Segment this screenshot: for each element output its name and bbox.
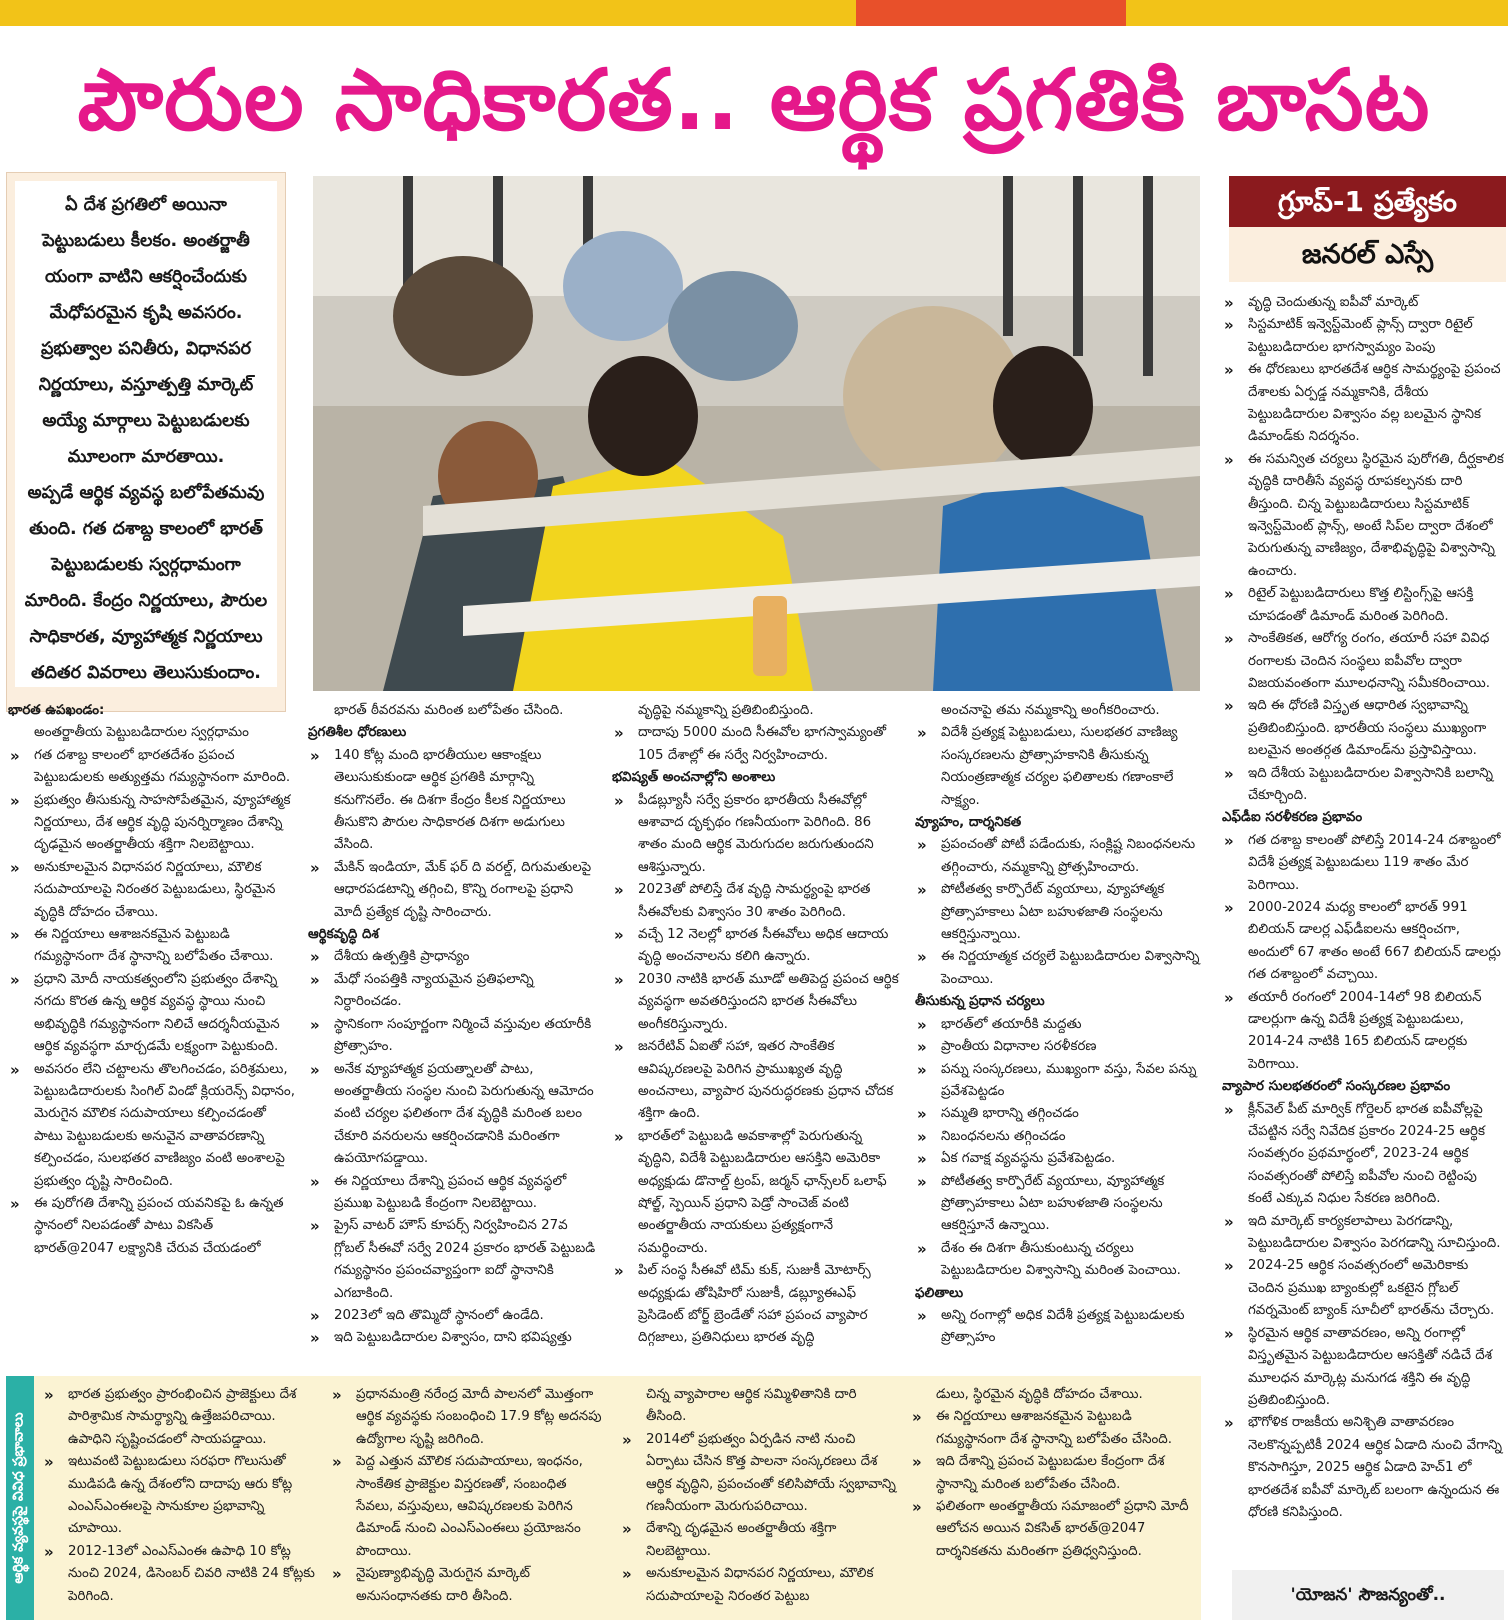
bullet-paragraph: » 2023తో పోలిస్తే దేశ వృద్ధి సామర్థ్యంపై భారత సీఈవోలకు విశ్వాసం 30 శాతం పెరిగింది. <box>612 879 902 924</box>
paragraph: చిన్న వ్యాపారాల ఆర్థిక సమ్మిళితానికి దారి తీసింది. <box>646 1387 857 1425</box>
bullet-paragraph: » ఈ సమన్విత చర్యలు స్థిరమైన పురోగతి, దీర్ఘకాలిక వృద్ధికి దారితీసే వ్యవస్థ రూపకల్పనకు దారి తీస్తుంది. చిన్న పెట్టుబడిదారులు సిస్టమాటిక్ ఇన్వెస్ట్‌మెంట్ ప్లాన్స్, అంటే సిప్‌ల ద్వారా దేశంలో పెరుగుతున్న వాణిజ్యం, దేశాభివృద్ధిపై విశ్వాసాన్ని ఉంచారు. <box>1222 449 1504 583</box>
bullet-paragraph: » ప్రపంచంతో పోటీ పడేందుకు, సంక్లిష్ట నిబంధనలను తగ్గించారు, నమ్మకాన్ని ప్రోత్సహించారు. <box>915 834 1205 879</box>
column-5 <box>1222 292 1504 1562</box>
bullet-paragraph: » విదేశీ ప్రత్యక్ష పెట్టుబడులు, సులభతర వాణిజ్య సంస్కరణలను ప్రోత్సాహకానికి తీసుకున్న నియంత్రణాత్మక చర్యల ఫలితాలకు గణాంకాలే సాక్ష్యం. <box>915 722 1205 812</box>
bullet-paragraph: » దేశం ఈ దిశగా తీసుకుంటున్న చర్యలు పెట్టుబడిదారుల విశ్వాసాన్ని మరింత పెంచాయి. <box>915 1238 1205 1283</box>
bullet-paragraph: » ఏక గవాక్ష వ్యవస్థను ప్రవేశపెట్టడం. <box>915 1148 1205 1170</box>
section-subheading: ఫలితాలు <box>915 1285 964 1301</box>
bottom-box-sidebar <box>6 1376 34 1620</box>
bullet-paragraph: » ప్రైస్ వాటర్ హౌస్ కూపర్స్ నిర్వహించిన 27వ గ్లోబల్ సీఈవో సర్వే 2024 ప్రకారం భారత్ పెట్టుబడి గమ్యస్థానం ప్రపంచవ్యాప్తంగా ఐదో స్థానానికి ఎగబాకింది. <box>308 1215 598 1305</box>
section-subheading: భారత ఉపఖండం: <box>8 703 105 718</box>
bullet-paragraph: » పెద్ద ఎత్తున మౌలిక సదుపాయాలు, ఇంధనం, సాంకేతిక ప్రాజెక్టుల విస్తరణతో, సంబంధిత సేవలు, వస్తువులు, ఆవిష్కరణలకు పెరిగిన డిమాండ్ నుంచి ఎంఎస్ఎంఈలు ప్రయోజనం పొందాయి. <box>330 1451 608 1563</box>
bullet-paragraph: » స్థానికంగా సంపూర్ణంగా నిర్మించే వస్తువుల తయారీకి ప్రోత్సాహం. <box>308 1014 598 1059</box>
bullet-paragraph: » అనుకూలమైన విధానపర నిర్ణయాలు, మౌలిక సదుపాయాలపై నిరంతర పెట్టుబడులు, స్థిరమైన వృద్ధికి దోహదం చేశాయి. <box>8 857 296 924</box>
intro-line: సాధికారత, వ్యూహాత్మక నిర్ణయాలు <box>29 627 263 647</box>
intro-line: పెట్టుబడులు కీలకం. అంతర్జాతీ <box>42 231 250 251</box>
section-subheading: తీసుకున్న ప్రధాన చర్యలు <box>915 994 1045 1010</box>
section-subheading: భవిష్యత్ అంచనాల్లోని అంశాలు <box>612 770 776 786</box>
bullet-paragraph: » ఈ నిర్ణయాలు దేశాన్ని ప్రపంచ ఆర్థిక వ్యవస్థలో ప్రముఖ పెట్టుబడి కేంద్రంగా నిలబెట్టాయి. <box>308 1171 598 1216</box>
bullet-paragraph: » నైపుణ్యాభివృద్ధి మెరుగైన మార్కెట్ అనుసంధానతకు దారి తీసింది. <box>330 1563 608 1608</box>
bullet-paragraph: » ఈ ధోరణులు భారతదేశ ఆర్థిక సామర్థ్యంపై ప్రపంచ దేశాలకు ఏర్పడ్డ నమ్మకానికి, దేశీయ పెట్టుబడిదారుల విశ్వాసం వల్ల బలమైన స్థానిక డిమాండ్‌కు నిదర్శనం. <box>1222 359 1504 449</box>
intro-line: మూలంగా మారతాయి. <box>67 447 225 467</box>
bullet-paragraph: » ఈ నిర్ణయాలు ఆశాజనకమైన పెట్టుబడి గమ్యస్థానంగా దేశ స్థానాన్ని బలోపేతం చేశాయి. <box>8 924 296 969</box>
bullet-paragraph: » దేశాన్ని దృఢమైన అంతర్జాతీయ శక్తిగా నిలబెట్టాయి. <box>620 1518 898 1563</box>
top-red-block <box>856 0 1126 26</box>
bullet-paragraph: » ఇది దేశీయ పెట్టుబడిదారుల విశ్వాసానికి బలాన్ని చేకూర్చింది. <box>1222 763 1504 808</box>
group1-title: గ్రూప్-1 ప్రత్యేకం <box>1229 176 1506 227</box>
section-subheading: వ్యాపార సులభతరంలో సంస్కరణల ప్రభావం <box>1222 1079 1451 1095</box>
intro-line: అప్పడే ఆర్థిక వ్యవస్థ బలోపేతమవు <box>27 483 265 503</box>
bullet-paragraph: » 2014లో ప్రభుత్వం ఏర్పడిన నాటి నుంచి ఏర్పాటు చేసిన కొత్త పాలనా సంస్కరణలు దేశ ఆర్థిక వృద్ధిని, ప్రపంచంతో కలిసిపోయే స్వభావాన్ని గణనీయంగా మెరుగుపరిచాయి. <box>620 1429 898 1519</box>
bullet-paragraph: » అనుకూలమైన విధానపర నిర్ణయాలు, మౌలిక సదుపాయాలపై నిరంతర పెట్టుబ <box>620 1563 898 1608</box>
bullet-paragraph: » ఇటువంటి పెట్టుబడులు సరఫరా గొలుసుతో ముడిపడి ఉన్న దేశంలోని దాదాపు ఆరు కోట్ల ఎంఎస్ఎంఈలపై సానుకూల ప్రభావాన్ని చూపాయి. <box>42 1451 318 1541</box>
bullet-paragraph: » అన్ని రంగాల్లో అధిక విదేశీ ప్రత్యక్ష పెట్టుబడులకు ప్రోత్సాహం <box>915 1305 1205 1350</box>
bullet-paragraph: » భారత ప్రభుత్వం ప్రారంభించిన ప్రాజెక్టులు దేశ పారిశ్రామిక సామర్థ్యాన్ని ఉత్తేజపరిచాయి. ఉపాధిని సృష్టించడంలో సాయపడ్డాయి. <box>42 1384 318 1451</box>
bullet-paragraph: » ఈ పురోగతి దేశాన్ని ప్రపంచ యవనికపై ఓ ఉన్నత స్థానంలో నిలపడంతో పాటు వికసిత్ భారత్@2047 లక్ష్యానికి చేరువ చేయడంలో <box>8 1193 296 1260</box>
intro-line: తదితర వివరాలు తెలుసుకుందాం. <box>31 663 261 683</box>
exam-hall-photo <box>313 176 1200 691</box>
group1-banner <box>1229 176 1506 288</box>
bullet-paragraph: » దేశీయ ఉత్పత్తికి ప్రాధాన్యం <box>308 946 598 968</box>
bottom-column-4 <box>910 1384 1196 1616</box>
intro-text <box>15 181 277 687</box>
bullet-paragraph: » వచ్చే 12 నెలల్లో భారత సీఈవోలు అధిక ఆదాయ వృద్ధి అంచనాలను కలిగి ఉన్నారు. <box>612 924 902 969</box>
section-subheading: ఎఫ్‌డీఐ సరళీకరణ ప్రభావం <box>1222 810 1363 826</box>
paragraph: భారత్ ఠీవరవను మరింత బలోపేతం చేసింది. <box>334 703 564 718</box>
group1-subtitle: జనరల్ ఎస్సే <box>1229 227 1506 282</box>
bullet-paragraph: » నిబంధనలను తగ్గించడం <box>915 1126 1205 1148</box>
bullet-paragraph: » పిల్ సంస్థ సీఈవో టిమ్ కుక్, సుజుకీ మోటార్స్ అధ్యక్షుడు తోషిహిరో సుజుకీ, డబ్ల్యూఈఎఫ్ ప్రెసిడెంట్ బోర్జ్ బ్రెండేతో సహా ప్రపంచ వ్యాపార దిగ్గజాలు, ప్రతినిధులు భారత వృద్ధి <box>612 1260 902 1350</box>
bullet-paragraph: » మేధో సంపత్తికి న్యాయమైన ప్రతిఫలాన్ని నిర్ధారించడం. <box>308 969 598 1014</box>
bullet-paragraph: » 2023లో ఇది తొమ్మిదో స్థానంలో ఉండేది. <box>308 1305 598 1327</box>
bottom-column-3 <box>620 1384 898 1616</box>
intro-line: యంగా వాటిని ఆకర్షించేందుకు <box>45 267 247 287</box>
bullet-paragraph: » పన్ను సంస్కరణలు, ముఖ్యంగా వస్తు, సేవల పన్ను ప్రవేశపెట్టడం <box>915 1059 1205 1104</box>
section-subheading: ఆర్థికవృద్ధి దిశ <box>308 927 379 943</box>
bullet-paragraph: » 2012-13లో ఎంఎస్ఎంఈ ఉపాధి 10 కోట్ల నుంచి 2024, డిసెంబర్ చివరి నాటికి 24 కోట్లకు పెరిగింది. <box>42 1541 318 1608</box>
bullet-paragraph: » సాంకేతికత, ఆరోగ్య రంగం, తయారీ సహా వివిధ రంగాలకు చెందిన సంస్థలు ఐపీవోల ద్వారా విజయవంతంగా మూలధనాన్ని సమీకరించాయి. <box>1222 628 1504 695</box>
bullet-paragraph: » భారత్‌లో తయారీకి మద్దతు <box>915 1014 1205 1036</box>
bottom-column-2 <box>330 1384 608 1616</box>
column-3 <box>612 700 902 1370</box>
top-color-bar <box>0 0 1508 26</box>
bullet-paragraph: » భారత్‌లో పెట్టుబడి అవకాశాల్లో పెరుగుతున్న వృద్ధిని, విదేశీ పెట్టుబడిదారుల ఆసక్తిని అమెరికా అధ్యక్షుడు డొనాల్డ్ ట్రంప్, జర్మన్ ఛాన్స్‌లర్ ఒలాఫ్ షోల్జ్, స్పెయిన్ ప్రధాని పెడ్రో సాంచెజ్ వంటి అంతర్జాతీయ నాయకులు ప్రత్యక్షంగానే సమర్థించారు. <box>612 1126 902 1260</box>
bullet-paragraph: » ఫలితంగా అంతర్జాతీయ సమాజంలో ప్రధాని మోదీ ఆలోచన అయిన వికసిత్ భారత్@2047 దార్శనికతను మరింతగా ప్రతిధ్వనిస్తుంది. <box>910 1496 1196 1563</box>
intro-line: మేధోపరమైన కృషి అవసరం. <box>49 303 243 323</box>
bullet-paragraph: » 2000-2024 మధ్య కాలంలో భారత్ 991 బిలియన్ డాలర్ల ఎఫ్‌డీఐలను ఆకర్షించగా, అందులో 67 శాతం అంటే 667 బిలియన్ డాలర్లు గత దశాబ్దంలో వచ్చాయి. <box>1222 897 1504 987</box>
bullet-paragraph: » అనేక వ్యూహాత్మక ప్రయత్నాలతో పాటు, అంతర్జాతీయ సంస్థల నుంచి పెరుగుతున్న ఆమోదం వంటి చర్యల ఫలితంగా దేశ వృద్ధికి మరింత బలం చేకూరి వనరులను ఆకర్షించడానికి మరింతగా ఉపయోగపడ్డాయి. <box>308 1059 598 1171</box>
bullet-paragraph: » పోటీతత్వ కార్పొరేట్ వ్యయాలు, వ్యూహాత్మక ప్రోత్సాహకాలు ఏటా బహుళజాతి సంస్థలను ఆకర్షిస్తున్నాయి. <box>915 879 1205 946</box>
bullet-paragraph: » ఈ నిర్ణయాలు ఆశాజనకమైన పెట్టుబడి గమ్యస్థానంగా దేశ స్థానాన్ని బలోపేతం చేసింది. <box>910 1406 1196 1451</box>
bullet-paragraph: » క్లీన్‌వెల్ పీట్ మార్విక్ గోర్డెలర్ భారత ఐపీవోల్లపై చేపట్టిన సర్వే నివేదిక ప్రకారం 2024-25 ఆర్థిక సంవత్సరం ప్రథమార్థంలో, 2023-24 ఆర్థిక సంవత్సరంతో పోలిస్తే ఐపీవోల నుంచి రెట్టింపు కంటే ఎక్కువ నిధుల సేకరణ జరిగింది. <box>1222 1099 1504 1211</box>
bullet-paragraph: » పోటీతత్వ కార్పొరేట్ వ్యయాలు, వ్యూహాత్మక ప్రోత్సాహకాలు ఏటా బహుళజాతి సంస్థలను ఆకర్షిస్తూనే ఉన్నాయి. <box>915 1171 1205 1238</box>
intro-line: ప్రభుత్వాల పనితీరు, విధానపర <box>40 339 252 359</box>
bullet-paragraph: » వృద్ధి చెందుతున్న ఐపీవో మార్కెట్ <box>1222 292 1504 314</box>
section-subheading: వ్యూహం, దార్శనికత <box>915 815 1022 831</box>
bullet-paragraph: » ఈ నిర్ణయాత్మక చర్యలే పెట్టుబడిదారుల విశ్వాసాన్ని పెంచాయి. <box>915 946 1205 991</box>
section-subheading: ప్రగతిశీల ధోరణులు <box>308 725 407 741</box>
bullet-paragraph: » తయారీ రంగంలో 2004-14లో 98 బిలియన్ డాలర్లుగా ఉన్న విదేశీ ప్రత్యక్ష పెట్టుబడులు, 2014-24 నాటికి 165 బిలియన్ డాలర్లకు పెరిగాయి. <box>1222 987 1504 1077</box>
paragraph: డులు, స్థిరమైన వృద్ధికి దోహదం చేశాయి. <box>936 1387 1143 1402</box>
bullet-paragraph: » సమ్మతి భారాన్ని తగ్గించడం <box>915 1103 1205 1125</box>
bullet-paragraph: » సిస్టమాటిక్ ఇన్వెస్ట్‌మెంట్ ప్లాన్స్ ద్వారా రిటైల్ పెట్టుబడిదారుల భాగస్వామ్యం పెంపు <box>1222 314 1504 359</box>
bullet-paragraph: » ఇది పెట్టుబడిదారుల విశ్వాసం, దాని భవిష్యత్తు <box>308 1327 598 1349</box>
intro-line: మారింది. కేంద్రం నిర్ణయాలు, పౌరుల <box>24 591 268 611</box>
bullet-paragraph: » ఇది దేశాన్ని ప్రపంచ పెట్టుబడుల కేంద్రంగా దేశ స్థానాన్ని మరింత బలోపేతం చేసింది. <box>910 1451 1196 1496</box>
bullet-paragraph: » పీడబ్ల్యూసీ సర్వే ప్రకారం భారతీయ సీఈవోల్లో ఆశావాద దృక్పథం గణనీయంగా పెరిగింది. 86 శాతం మంది ఆర్థిక మెరుగుదల జరుగుతుందని ఆశిస్తున్నారు. <box>612 790 902 880</box>
intro-line: నిర్ణయాలు, వస్తూత్పత్తి మార్కెట్ <box>38 375 254 395</box>
paragraph: అంచనాపై తమ నమ్మకాన్ని అంగీకరించారు. <box>941 703 1160 718</box>
intro-line: అయ్యే మార్గాలు పెట్టుబడులకు <box>42 411 250 431</box>
sidebar-label: ఆర్థిక వ్యవస్థపై వివిధ ప్రభావాలు <box>10 1412 27 1584</box>
bullet-paragraph: » ప్రభుత్వం తీసుకున్న సాహసోపేతమైన, వ్యూహాత్మక నిర్ణయాలు, దేశ ఆర్థిక వృద్ధి పునర్నిర్మాణం దేశాన్ని దృఢమైన అంతర్జాతీయ శక్తిగా నిలబెట్టాయి. <box>8 790 296 857</box>
intro-box <box>6 172 286 712</box>
bullet-paragraph: » జనరేటివ్ ఏఐతో సహా, ఇతర సాంకేతిక ఆవిష్కరణలపై పెరిగిన ప్రాముఖ్యత వృద్ధి అంచనాలు, వ్యాపార పునరుద్ధరణకు ప్రధాన చోదక శక్తిగా ఉంది. <box>612 1036 902 1126</box>
column-2 <box>308 700 598 1370</box>
intro-line: తుంది. గత దశాబ్ద కాలంలో భారత్ <box>29 519 263 539</box>
bullet-paragraph: » ప్రాంతీయ విధానాల సరళీకరణ <box>915 1036 1205 1058</box>
bullet-paragraph: » ప్రధానమంత్రి నరేంద్ర మోదీ పాలనలో మొత్తంగా ఆర్థిక వ్యవస్థకు సంబంధించి 17.9 కోట్ల అదనపు ఉద్యోగాల సృష్టి జరిగింది. <box>330 1384 608 1451</box>
courtesy-note: 'యోజన' సౌజన్యంతో.. <box>1232 1570 1504 1620</box>
paragraph: వృద్ధిపై నమ్మకాన్ని ప్రతిబింబిస్తుంది. <box>638 703 814 718</box>
column-1 <box>8 700 296 1370</box>
intro-line: ఏ దేశ ప్రగతిలో అయినా <box>65 195 227 215</box>
bullet-paragraph: » 140 కోట్ల మంది భారతీయుల ఆకాంక్షలు తెలుసుకుకుండా ఆర్థిక ప్రగతికి మార్గాన్ని కనుగొనలేం. ఈ దిశగా కేంద్రం కీలక నిర్ణయాలు తీసుకొని పౌరుల సాధికారత దిశగా అడుగులు వేసింది. <box>308 745 598 857</box>
bullet-paragraph: » స్థిరమైన ఆర్థిక వాతావరణం, అన్ని రంగాల్లో విస్తృతమైన పెట్టుబడిదారుల ఆసక్తితో నడిచే దేశ మూలధన మార్కెట్ల మనుగడ శక్తిని ఈ వృద్ధి ప్రతిబింబిస్తుంది. <box>1222 1323 1504 1413</box>
bullet-paragraph: » మేకిన్ ఇండియా, మేక్ ఫర్ ది వరల్డ్, దిగుమతులపై ఆధారపడటాన్ని తగ్గించి, కొన్ని రంగాలపై ప్రధాని మోదీ ప్రత్యేక దృష్టి సారించారు. <box>308 857 598 924</box>
bullet-paragraph: » 2024-25 ఆర్థిక సంవత్సరంలో అమెరికాకు చెందిన ప్రముఖ బ్యాంకుల్లో ఒకటైన గ్లోబల్ గవర్నమెంట్ బ్యాంక్ సూచీలో భారత్‌ను చేర్చారు. <box>1222 1255 1504 1322</box>
bullet-paragraph: » ప్రధాని మోదీ నాయకత్వంలోని ప్రభుత్వం దేశాన్ని నగదు కొరత ఉన్న ఆర్థిక వ్యవస్థ స్థాయి నుంచి అభివృద్ధికి గమ్యస్థానంగా నిలిచే ఆదర్శనీయమైన ఆర్థిక వ్యవస్థగా మార్చడమే లక్ష్యంగా పెట్టుకుంది. <box>8 969 296 1059</box>
bullet-paragraph: » రిటైల్ పెట్టుబడిదారులు కొత్త లిస్టింగ్స్‌పై ఆసక్తి చూపడంతో డిమాండ్ మరింత పెరిగింది. <box>1222 583 1504 628</box>
bullet-paragraph: » ఇది మార్కెట్ కార్యకలాపాలు పెరగడాన్ని, పెట్టుబడిదారుల విశ్వాసం పెరగడాన్ని సూచిస్తుంది. <box>1222 1211 1504 1256</box>
bullet-paragraph: » భౌగోళిక రాజకీయ అనిశ్చితి వాతావరణం నెలకొన్నప్పటికీ 2024 ఆర్థిక ఏడాది నుంచి వేగాన్ని కొనసాగిస్తూ, 2025 ఆర్థిక ఏడాది హెచ్1 లో భారతదేశ ఐపీవో మార్కెట్ బలంగా ఉన్నందున ఈ ధోరణి కనిపిస్తుంది. <box>1222 1412 1504 1524</box>
bullet-paragraph: » ఇది ఈ ధోరణి విస్తృత ఆధారిత స్వభావాన్ని ప్రతిబింబిస్తుంది. భారతీయ సంస్థలు ముఖ్యంగా బలమైన అంతర్గత డిమాండ్‌ను ప్రస్తావిస్తాయి. <box>1222 695 1504 762</box>
bottom-column-1 <box>42 1384 318 1616</box>
intro-line: పెట్టుబడులకు స్వర్గధామంగా <box>51 555 241 575</box>
column-4 <box>915 700 1205 1370</box>
bullet-paragraph: » అవసరం లేని చట్టాలను తొలగించడం, పరిశ్రమలు, పెట్టుబడిదారులకు సింగిల్ విండో క్లియరెన్స్ విధానం, మెరుగైన మౌలిక సదుపాయాలు కల్పించడంతో పాటు పెట్టుబడులకు అనువైన వాతావరణాన్ని కల్పించడం, సులభతర వాణిజ్యం వంటి అంశాలపై ప్రభుత్వం దృష్టి సారించింది. <box>8 1059 296 1193</box>
headline: పౌరుల సాధికారత.. ఆర్థిక ప్రగతికి బాసట <box>77 51 1431 149</box>
bullet-paragraph: » గత దశాబ్ద కాలంలో భారతదేశం ప్రపంచ పెట్టుబడులకు అత్యుత్తమ గమ్యస్థానంగా మారింది. <box>8 745 296 790</box>
bullet-paragraph: » గత దశాబ్ద కాలంతో పోలిస్తే 2014-24 దశాబ్దంలో విదేశీ ప్రత్యక్ష పెట్టుబడులు 119 శాతం మేర పెరిగాయి. <box>1222 830 1504 897</box>
bullet-paragraph: » దాదాపు 5000 మంది సీఈవోల భాగస్వామ్యంతో 105 దేశాల్లో ఈ సర్వే నిర్వహించారు. <box>612 722 902 767</box>
bullet-paragraph: » 2030 నాటికి భారత్ మూడో అతిపెద్ద ప్రపంచ ఆర్థిక వ్యవస్థగా అవతరిస్తుందని భారత సీఈవోలు అంగీకరిస్తున్నారు. <box>612 969 902 1036</box>
paragraph: అంతర్జాతీయ పెట్టుబడిదారుల స్వర్గధామం <box>34 725 249 741</box>
